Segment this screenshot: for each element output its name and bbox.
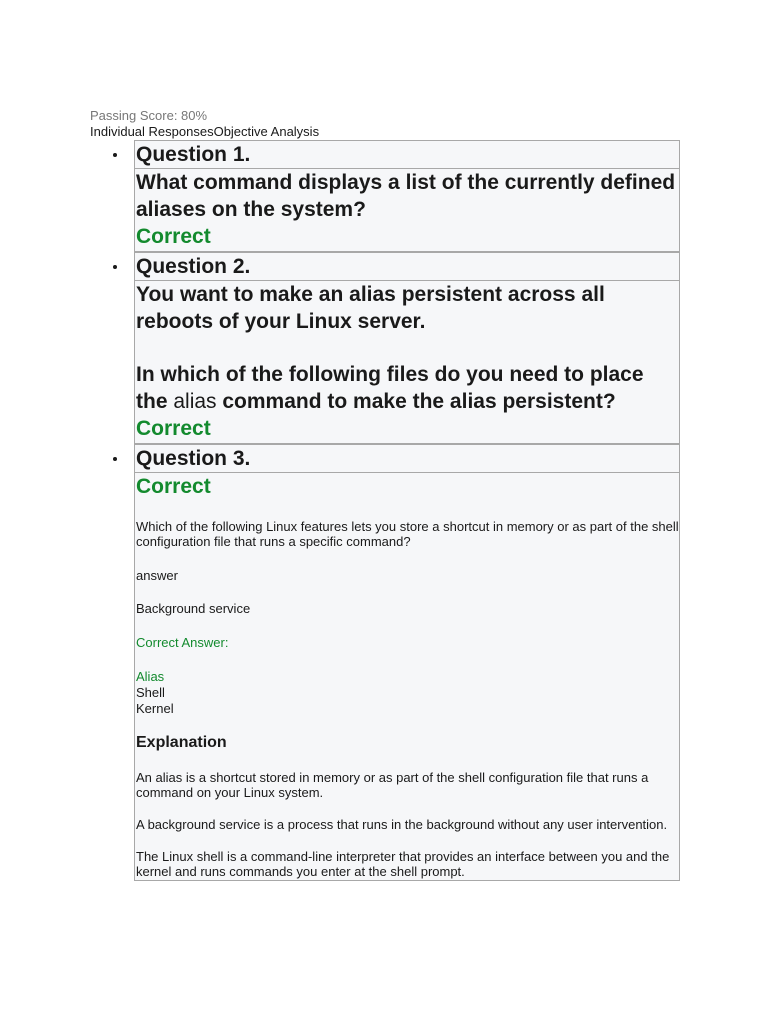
question-text-part: command to make the alias persistent? [216,390,616,413]
question-body [134,281,680,444]
question-body [134,169,680,252]
question-title: Question 1. [136,143,251,166]
question-item [90,252,680,444]
answer-label: answer [136,568,178,583]
question-list [90,140,680,881]
question-text [136,361,679,415]
question-item [90,140,680,252]
question-header[interactable] [134,140,680,169]
tab-objective-analysis[interactable]: Objective Analysis [213,124,320,139]
question-item [90,444,680,881]
inline-code: alias [173,390,217,413]
question-title: Question 2. [136,255,251,278]
bullet-icon [113,265,117,269]
correct-answer-label: Correct Answer: [136,635,229,650]
status-correct: Correct [136,417,211,440]
question-body [134,473,680,881]
explanation-paragraph: The Linux shell is a command-line interpreter that provides an interface between you and the kernel and runs commands you enter at the shell prompt. [136,849,670,879]
option-shell: Shell [136,685,165,700]
selected-answer: Background service [136,601,251,616]
question-title: Question 3. [136,447,251,470]
status-correct: Correct [136,475,211,498]
question-prompt: Which of the following Linux features lets you store a shortcut in memory or as part of the shell configuration file that runs a specific command? [136,519,679,549]
question-text: What command displays a list of the currently defined aliases on the system? [136,171,676,221]
results-page [90,108,680,881]
question-header[interactable] [134,252,680,281]
option-kernel: Kernel [136,701,174,716]
explanation-paragraph: An alias is a shortcut stored in memory or as part of the shell configuration file that runs a command on your Linux system. [136,770,649,800]
view-tabs [90,124,680,140]
option-alias: Alias [136,669,165,684]
status-correct: Correct [136,225,211,248]
spacer [136,335,679,361]
question-text: You want to make an alias persistent across all reboots of your Linux server. [136,283,605,333]
passing-score: Passing Score: 80% [90,108,208,123]
bullet-icon [113,153,117,157]
explanation-title: Explanation [136,734,227,751]
question-header[interactable] [134,444,680,473]
tab-individual-responses[interactable]: Individual Responses [90,124,214,139]
explanation-paragraph: A background service is a process that runs in the background without any user intervention. [136,817,668,832]
question-text-part: In which of the following files do you need to place the [136,363,644,413]
bullet-icon [113,457,117,461]
